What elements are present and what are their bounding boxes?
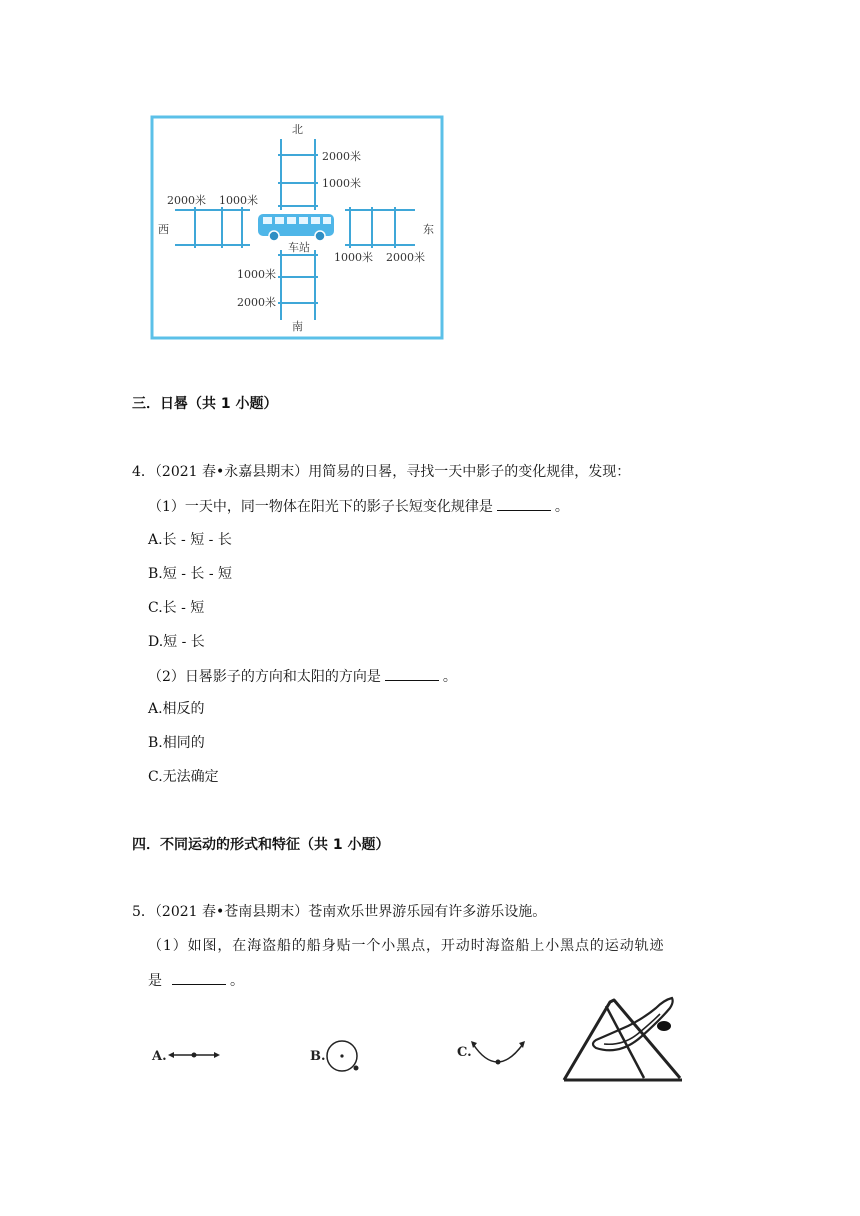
swing-arc-path <box>473 1044 523 1062</box>
north-2000-label: 2000米 <box>322 150 361 163</box>
black-dot-icon <box>657 1021 671 1031</box>
q5-stem: 5．（2021 春•苍南县期末）苍南欢乐世界游乐园有许多游乐设施。 <box>132 904 547 920</box>
right-arrow-icon <box>214 1052 220 1058</box>
west-road <box>175 207 250 248</box>
q4-sub2-option-b: B.相同的 <box>148 735 205 751</box>
east-label: 东 <box>423 223 434 236</box>
q4-sub2 <box>148 666 457 687</box>
north-label: 北 <box>292 123 303 136</box>
q4-sub2-text: （2）日晷影子的方向和太阳的方向是 <box>148 669 381 685</box>
east-1000-label: 1000米 <box>334 251 373 264</box>
answer-blank[interactable] <box>172 970 226 985</box>
q4-sub2-option-a: A.相反的 <box>148 701 205 717</box>
arc-left-arrow-icon <box>471 1041 477 1048</box>
choice-b-label: B. <box>310 1049 326 1064</box>
q5-sub1-end: 。 <box>230 973 244 989</box>
q4-stem: 4．（2021 春•永嘉县期末）用简易的日晷，寻找一天中影子的变化规律，发现： <box>132 464 631 480</box>
q4-sub2-option-c: C.无法确定 <box>148 769 219 785</box>
choice-a-label: A. <box>152 1049 167 1064</box>
q4-sub1-text: （1）一天中，同一物体在阳光下的影子长短变化规律是 <box>148 499 493 515</box>
left-arrow-icon <box>168 1052 174 1058</box>
choice-a-figure <box>150 1040 230 1070</box>
center-dot-icon <box>340 1054 343 1057</box>
south-2000-label: 2000米 <box>237 296 276 309</box>
bus-icon <box>258 214 334 241</box>
q4-sub1-end: 。 <box>554 499 569 515</box>
q4-sub2-end: 。 <box>442 669 457 685</box>
east-road <box>345 207 415 248</box>
south-1000-label: 1000米 <box>237 268 276 281</box>
arc-dot-icon <box>496 1060 501 1065</box>
east-2000-label: 2000米 <box>386 251 425 264</box>
west-2000-label: 2000米 <box>167 194 206 207</box>
q5-sub1-text: 是 <box>148 973 162 989</box>
answer-blank[interactable] <box>385 666 439 681</box>
choice-c-figure <box>455 1034 535 1074</box>
section-4-heading: 四．不同运动的形式和特征（共 1 小题） <box>132 837 390 853</box>
answer-blank[interactable] <box>497 496 551 511</box>
north-road <box>278 139 318 210</box>
moving-dot-icon <box>354 1066 359 1071</box>
south-road <box>278 250 318 320</box>
dot-icon <box>192 1053 197 1058</box>
q4-option-a: A.长 - 短 - 长 <box>148 532 232 548</box>
choice-c-label: C. <box>457 1045 472 1060</box>
q4-option-d: D.短 - 长 <box>148 634 205 650</box>
section-3-heading: 三．日晷（共 1 小题） <box>132 396 278 412</box>
bus-station-map <box>150 115 444 341</box>
west-label: 西 <box>158 223 169 236</box>
q5-sub1-line1: （1）如图，在海盗船的船身贴一个小黑点，开动时海盗船上小黑点的运动轨迹 <box>148 938 665 954</box>
q4-option-c: C.长 - 短 <box>148 600 205 616</box>
north-1000-label: 1000米 <box>322 177 361 190</box>
choice-b-figure <box>308 1032 368 1080</box>
station-label: 车站 <box>288 241 310 254</box>
q4-sub1 <box>148 496 569 517</box>
pirate-ship-figure <box>560 996 690 1086</box>
q4-option-b: B.短 - 长 - 短 <box>148 566 232 582</box>
q5-sub1-line2 <box>148 970 244 991</box>
west-1000-label: 1000米 <box>219 194 258 207</box>
south-label: 南 <box>292 320 303 333</box>
